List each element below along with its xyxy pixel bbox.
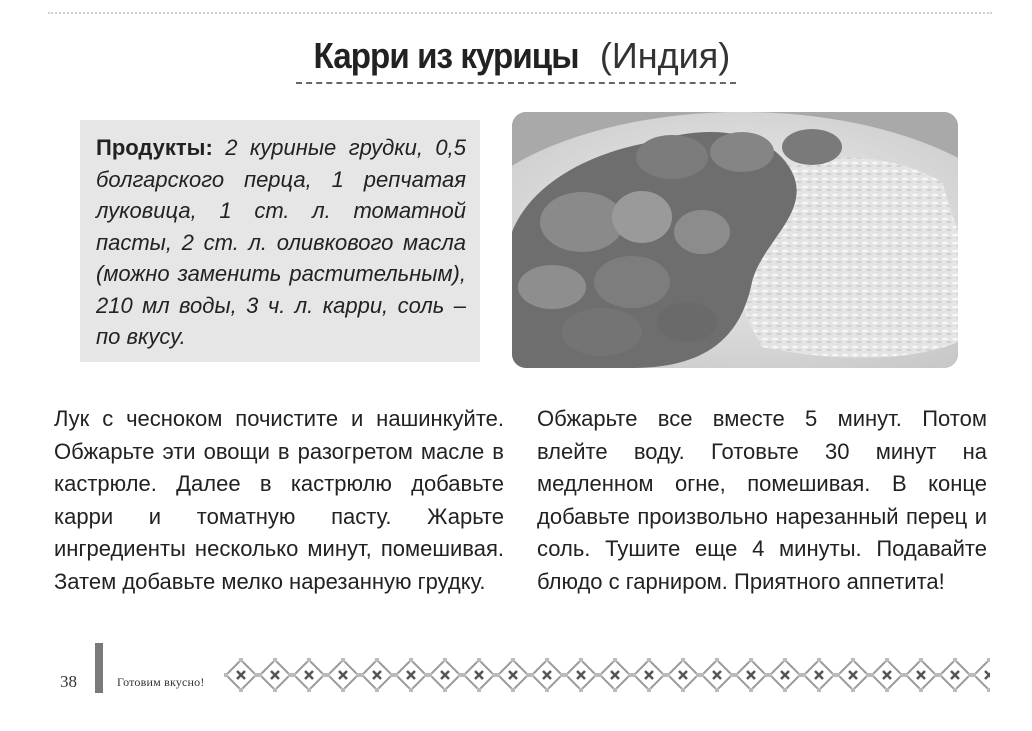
title-country: (Индия) — [599, 35, 731, 76]
instructions-right-column: Обжарьте все вместе 5 минут. Потом влейте воду. Готовьте 30 минут на медленном огне, помешивая. В конце добавьте произвольно нарезанный перец и соль. Тушите еще 4 минуты. Подавайте блюдо с гарниром. Приятного аппетита! — [537, 406, 987, 594]
curry-rice-photo-icon — [512, 112, 958, 368]
instructions-left-column: Лук с чесноком почистите и нашинкуйте. Обжарьте эти овощи в разогретом масле в кастрюле. Далее в кастрюлю добавьте карри и томатную пасту. Жарьте ингредиенты несколько минут, помешивая. Затем добавьте мелко нарезанную грудку. — [54, 406, 504, 594]
dish-photo — [512, 112, 958, 368]
top-dotted-rule — [48, 12, 992, 14]
section-title: Готовим вкусно! — [117, 675, 205, 689]
ingredients-text: 2 куриные грудки, 0,5 болгарского перца, 1 репчатая луковица, 1 ст. л. томатной пасты, 2 ст. л. оливкового масла (можно заменить растительным), 210 мл воды, 3 ч. л. карри, соль – по вкусу. — [96, 135, 466, 349]
ingredients-box — [80, 120, 480, 362]
page-number: 38 — [60, 672, 77, 691]
title-main: Карри из курицы — [313, 35, 579, 76]
ingredients-label: Продукты: — [96, 135, 213, 160]
recipe-title — [0, 34, 1032, 84]
cross-stitch-ornament-icon — [224, 655, 990, 695]
footer-bar — [95, 643, 103, 693]
title-underline — [296, 34, 737, 84]
